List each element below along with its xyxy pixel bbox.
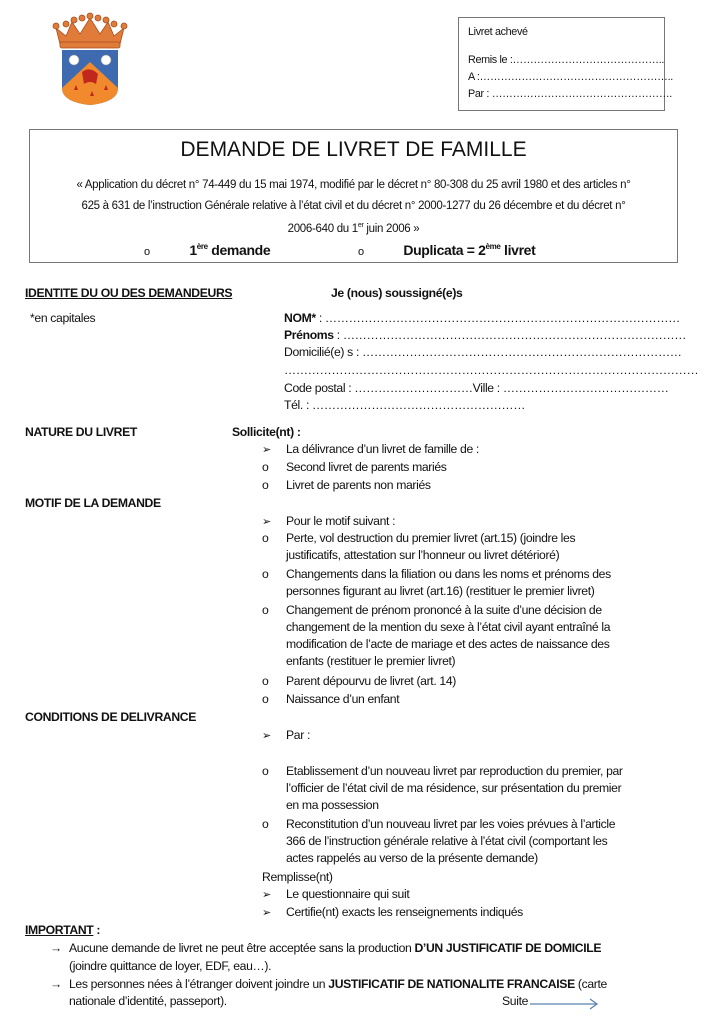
- capitals-note: *en capitales: [30, 311, 96, 325]
- checkbox-circle-icon[interactable]: o: [262, 764, 269, 778]
- arrow-bullet-icon: ➢: [262, 907, 271, 919]
- conditions-option-reproduction[interactable]: Etablissement d’un nouveau livret par reproduction du premier, par l’officier de l’état civil de ma résidence, sur présentation du premier en ma possession: [286, 764, 623, 812]
- motif-option-naissance[interactable]: Naissance d’un enfant: [286, 692, 400, 706]
- livret-acheve-box: [458, 17, 673, 111]
- decree-line-2: 625 à 631 de l’instruction Générale relative à l’état civil et du décret n° 2000-1277 du 26 décembre et du décret n°: [81, 199, 626, 212]
- important-item-nationalite: Les personnes nées à l’étranger doivent joindre un JUSTIFICATIF DE NATIONALITE FRANCAISE (carte: [69, 977, 607, 991]
- important-heading: IMPORTANT :: [25, 923, 101, 937]
- arrow-bullet-icon: ➢: [262, 889, 271, 901]
- conditions-heading: CONDITIONS DE DELIVRANCE: [25, 710, 197, 724]
- important-item-domicile: Aucune demande de livret ne peut être acceptée sans la production D’UN JUSTIFICATIF DE DOMICILE: [69, 941, 602, 955]
- prenoms-label: Prénoms: [284, 328, 334, 342]
- identity-intro: Je (nous) soussigné(e)s: [331, 286, 463, 300]
- motif-arrow-item: ➢ Pour le motif suivant :: [262, 513, 395, 531]
- checkbox-circle-icon[interactable]: o: [262, 478, 269, 492]
- option-duplicata[interactable]: [358, 238, 535, 261]
- remplisse-label: Remplisse(nt): [262, 870, 333, 884]
- right-arrow-icon: →: [50, 941, 62, 955]
- motif-option-parent-depourvu[interactable]: Parent dépourvu de livret (art. 14): [286, 674, 456, 688]
- conditions-arrow-item: ➢ Par :: [262, 727, 310, 745]
- first-request-label: 1ère demande: [189, 242, 271, 258]
- motif-option-filiation[interactable]: Changements dans la filiation ou dans les noms et prénoms des personnes figurant au livret (art.16) (restituer le premier livret): [286, 567, 611, 598]
- radio-first-request[interactable]: o: [144, 246, 150, 258]
- checkbox-circle-icon[interactable]: o: [262, 692, 269, 706]
- nature-option-non-maries[interactable]: o Livret de parents non mariés: [262, 478, 431, 492]
- livret-acheve-title: Livret achevé: [468, 26, 528, 38]
- remplisse-item-questionnaire: ➢ Le questionnaire qui suit: [262, 886, 409, 904]
- nature-option-second-livret[interactable]: o Second livret de parents mariés: [262, 460, 447, 474]
- decree-line-3-text: 2006-640 du 1: [287, 223, 358, 235]
- nature-arrow-item: ➢ La délivrance d’un livret de famille de :: [262, 441, 479, 459]
- nature-intro: Sollicite(nt) :: [232, 425, 301, 439]
- suite-arrow-icon: [530, 997, 600, 1015]
- coat-of-arms-icon: [52, 10, 128, 106]
- checkbox-circle-icon[interactable]: o: [262, 674, 269, 688]
- decree-line-3: [36, 216, 671, 240]
- identity-heading: IDENTITE DU OU DES DEMANDEURS: [25, 286, 233, 300]
- arrow-bullet-icon: ➢: [262, 444, 271, 456]
- checkbox-circle-icon[interactable]: o: [262, 531, 269, 545]
- checkbox-circle-icon[interactable]: o: [262, 603, 269, 617]
- decree-line-1: « Application du décret n° 74-449 du 15 mai 1974, modifié par le décret n° 80-308 du 25 avril 1980 et des articles n°: [76, 179, 631, 191]
- nom-label: NOM*: [284, 311, 316, 325]
- remis-le-field[interactable]: Remis le :……………………………………..: [468, 54, 665, 66]
- par-field[interactable]: Par : …………………………………………….: [468, 88, 672, 100]
- nature-heading: NATURE DU LIVRET: [25, 425, 137, 439]
- duplicata-label: Duplicata = 2ème livret: [403, 242, 536, 258]
- important-item-nationalite-line2: nationale d’identité, passeport).: [69, 994, 227, 1008]
- option-first-request[interactable]: [144, 238, 270, 261]
- radio-duplicata[interactable]: o: [358, 246, 364, 258]
- prenoms-dots[interactable]: : ……………………………………………………………………………: [333, 328, 687, 342]
- motif-option-perte[interactable]: Perte, vol destruction du premier livret (art.15) (joindre les justificatifs, attestation sur l’honneur ou livret détérioré): [286, 531, 576, 562]
- checkbox-circle-icon[interactable]: o: [262, 817, 269, 831]
- remplisse-item-certifie: ➢ Certifie(nt) exacts les renseignements indiqués: [262, 904, 523, 922]
- nom-field[interactable]: [284, 310, 680, 327]
- important-item-domicile-line2: (joindre quittance de loyer, EDF, eau…).: [69, 959, 272, 973]
- motif-option-changement-prenom[interactable]: Changement de prénom prononcé à la suite d’une décision de changement de la mention du sexe à l’état civil ayant entraîné la modification de l’acte de mariage et des actes de naissance des enfants (restituer le premier livret): [286, 603, 611, 668]
- decree-line-3-end: juin 2006 »: [363, 223, 420, 235]
- decree-reference: [36, 175, 671, 240]
- code-postal-ville-field[interactable]: Code postal : …………………………Ville : ……………………………………: [284, 381, 669, 395]
- right-arrow-icon: →: [50, 977, 62, 991]
- checkbox-circle-icon[interactable]: o: [262, 567, 269, 581]
- prenoms-field[interactable]: [284, 327, 686, 344]
- title-frame: [29, 129, 678, 263]
- decree-sup: er: [357, 222, 364, 229]
- telephone-field[interactable]: Tél. : ………………………………………………: [284, 398, 526, 412]
- domicile-field[interactable]: Domicilié(e) s : ………………………………………………………………………: [284, 345, 682, 359]
- page-title: DEMANDE DE LIVRET DE FAMILLE: [180, 138, 527, 161]
- checkbox-circle-icon[interactable]: o: [262, 460, 269, 474]
- domicile-continuation-field[interactable]: ……………………………………………………………………………………………: [284, 363, 699, 377]
- conditions-option-reconstitution[interactable]: Reconstitution d’un nouveau livret par les voies prévues à l’article 366 de l’instruction générale relative à l’état civil (comportant les actes rappelés au verso de la présente demande): [286, 817, 616, 865]
- motif-heading: MOTIF DE LA DEMANDE: [25, 496, 161, 510]
- arrow-bullet-icon: ➢: [262, 730, 271, 742]
- a-field[interactable]: A :………………………………………………..: [468, 71, 673, 83]
- suite-link[interactable]: Suite: [502, 994, 529, 1008]
- arrow-bullet-icon: ➢: [262, 516, 271, 528]
- nom-dots[interactable]: : ………………………………………………………………………………: [315, 311, 681, 325]
